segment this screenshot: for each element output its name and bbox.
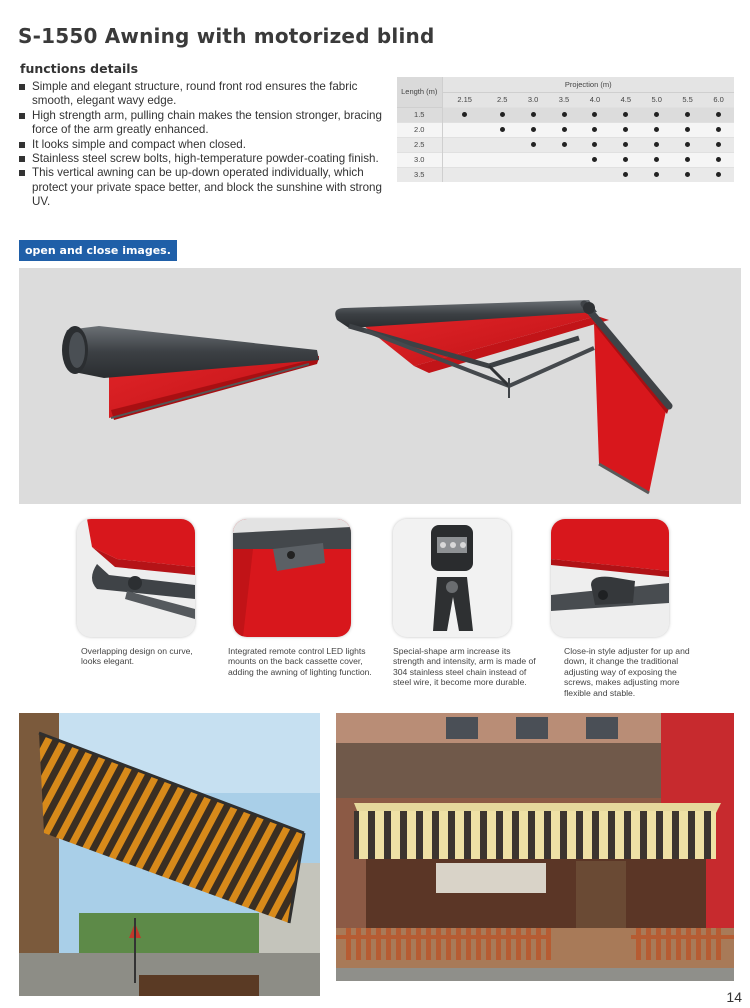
projection-header: Projection (m) — [442, 77, 734, 92]
spec-row — [397, 152, 734, 167]
photo-striped-awning-closeup — [19, 713, 320, 996]
available-dot-icon — [654, 112, 659, 117]
availability-cell — [672, 122, 703, 137]
length-value: 3.0 — [397, 152, 442, 167]
length-value: 2.0 — [397, 122, 442, 137]
feature-item — [18, 80, 398, 109]
adjuster-detail-illustration — [551, 519, 669, 637]
available-dot-icon — [531, 142, 536, 147]
available-dot-icon — [592, 127, 597, 132]
available-dot-icon — [500, 127, 505, 132]
available-dot-icon — [685, 142, 690, 147]
availability-cell — [518, 167, 549, 182]
available-dot-icon — [685, 172, 690, 177]
availability-cell — [518, 137, 549, 152]
available-dot-icon — [716, 127, 721, 132]
available-dot-icon — [462, 112, 467, 117]
available-dot-icon — [531, 112, 536, 117]
projection-values-row — [397, 92, 734, 107]
available-dot-icon — [623, 172, 628, 177]
available-dot-icon — [716, 157, 721, 162]
projection-value: 5.0 — [641, 92, 672, 107]
availability-cell — [672, 167, 703, 182]
availability-cell — [442, 122, 487, 137]
availability-cell — [641, 137, 672, 152]
spec-row — [397, 167, 734, 182]
availability-cell — [703, 152, 734, 167]
available-dot-icon — [685, 112, 690, 117]
availability-cell — [703, 167, 734, 182]
available-dot-icon — [685, 157, 690, 162]
photo-storefront-awning — [336, 713, 734, 981]
availability-cell — [487, 122, 518, 137]
available-dot-icon — [623, 142, 628, 147]
availability-cell — [672, 152, 703, 167]
projection-value: 5.5 — [672, 92, 703, 107]
available-dot-icon — [623, 112, 628, 117]
availability-cell — [610, 137, 641, 152]
square-bullet-icon — [19, 113, 25, 119]
availability-cell — [487, 152, 518, 167]
arm-detail-illustration — [393, 519, 511, 637]
caption-led: Integrated remote control LED lights mounts on the back cassette cover, adding the awning of lighting function. — [228, 646, 372, 677]
caption-overlap: Overlapping design on curve, looks elegant. — [81, 646, 193, 667]
available-dot-icon — [562, 142, 567, 147]
available-dot-icon — [623, 157, 628, 162]
spec-row — [397, 137, 734, 152]
feature-text: It looks simple and compact when closed. — [32, 137, 246, 151]
availability-cell — [641, 107, 672, 122]
availability-cell — [442, 137, 487, 152]
availability-cell — [579, 137, 610, 152]
length-header: Length (m) — [397, 77, 442, 107]
open-awning — [335, 300, 669, 493]
availability-cell — [487, 137, 518, 152]
available-dot-icon — [592, 112, 597, 117]
availability-cell — [641, 122, 672, 137]
availability-cell — [579, 107, 610, 122]
projection-value: 3.5 — [549, 92, 580, 107]
availability-cell — [610, 122, 641, 137]
availability-cell — [641, 152, 672, 167]
overlap-detail-illustration — [77, 519, 195, 637]
spec-row — [397, 107, 734, 122]
availability-cell — [549, 137, 580, 152]
led-detail-illustration — [233, 519, 351, 637]
projection-value: 2.15 — [442, 92, 487, 107]
feature-item — [18, 109, 398, 138]
feature-text: High strength arm, pulling chain makes the tension stronger, bracing force of the arm greatly enhanced. — [32, 108, 382, 137]
available-dot-icon — [654, 157, 659, 162]
availability-cell — [518, 107, 549, 122]
spec-table-body — [397, 107, 734, 182]
availability-cell — [518, 152, 549, 167]
feature-text: Simple and elegant structure, round front rod ensures the fabric smooth, elegant wavy edge. — [32, 80, 358, 108]
available-dot-icon — [623, 127, 628, 132]
available-dot-icon — [592, 142, 597, 147]
product-images-panel — [19, 268, 741, 504]
available-dot-icon — [531, 127, 536, 132]
spec-table — [397, 77, 734, 182]
availability-cell — [579, 152, 610, 167]
spec-row — [397, 122, 734, 137]
availability-cell — [579, 122, 610, 137]
availability-cell — [549, 167, 580, 182]
availability-cell — [487, 107, 518, 122]
length-value: 3.5 — [397, 167, 442, 182]
availability-cell — [672, 137, 703, 152]
availability-cell — [703, 107, 734, 122]
page-number: 14 — [726, 989, 742, 1005]
available-dot-icon — [500, 112, 505, 117]
availability-cell — [610, 167, 641, 182]
availability-cell — [549, 107, 580, 122]
available-dot-icon — [562, 112, 567, 117]
availability-cell — [703, 122, 734, 137]
detail-image-adjuster — [551, 519, 669, 637]
available-dot-icon — [716, 112, 721, 117]
feature-text: Stainless steel screw bolts, high-temperature powder-coating finish. — [32, 152, 379, 166]
length-value: 1.5 — [397, 107, 442, 122]
projection-value: 3.0 — [518, 92, 549, 107]
square-bullet-icon — [19, 84, 25, 90]
striped-awning-photo — [19, 713, 320, 996]
caption-adjuster: Close-in style adjuster for up and down, it change the traditional adjusting way of exposing the screws, makes adjusting more flexible and stable. — [564, 646, 690, 698]
availability-cell — [442, 152, 487, 167]
available-dot-icon — [654, 142, 659, 147]
closed-awning — [62, 326, 319, 420]
available-dot-icon — [716, 142, 721, 147]
availability-cell — [610, 152, 641, 167]
availability-cell — [641, 167, 672, 182]
available-dot-icon — [654, 127, 659, 132]
feature-list — [18, 80, 398, 210]
projection-value: 4.5 — [610, 92, 641, 107]
feature-item — [18, 166, 398, 209]
open-close-banner: open and close images. — [19, 240, 177, 261]
available-dot-icon — [685, 127, 690, 132]
length-value: 2.5 — [397, 137, 442, 152]
availability-cell — [549, 152, 580, 167]
availability-cell — [442, 107, 487, 122]
availability-cell — [579, 167, 610, 182]
feature-item — [18, 152, 398, 166]
available-dot-icon — [716, 172, 721, 177]
storefront-awning-photo — [336, 713, 734, 981]
detail-image-overlap — [77, 519, 195, 637]
detail-image-led — [233, 519, 351, 637]
square-bullet-icon — [19, 156, 25, 162]
projection-value: 4.0 — [579, 92, 610, 107]
square-bullet-icon — [19, 142, 25, 148]
page-title: S-1550 Awning with motorized blind — [18, 24, 435, 48]
projection-value: 2.5 — [487, 92, 518, 107]
feature-item — [18, 138, 398, 152]
section-title-functions: functions details — [20, 61, 139, 76]
availability-cell — [549, 122, 580, 137]
detail-image-arm — [393, 519, 511, 637]
feature-text: This vertical awning can be up-down operated individually, which protect your private space better, and block the sunshine with strong UV. — [32, 166, 382, 209]
availability-cell — [703, 137, 734, 152]
available-dot-icon — [654, 172, 659, 177]
available-dot-icon — [562, 127, 567, 132]
availability-cell — [442, 167, 487, 182]
availability-cell — [487, 167, 518, 182]
projection-value: 6.0 — [703, 92, 734, 107]
caption-arm: Special-shape arm increase its strength and intensity, arm is made of 304 stainless steel chain instead of steel wire, it become more durable. — [393, 646, 536, 688]
availability-cell — [672, 107, 703, 122]
awning-open-close-illustration — [19, 268, 741, 504]
availability-cell — [518, 122, 549, 137]
availability-cell — [610, 107, 641, 122]
available-dot-icon — [592, 157, 597, 162]
square-bullet-icon — [19, 170, 25, 176]
